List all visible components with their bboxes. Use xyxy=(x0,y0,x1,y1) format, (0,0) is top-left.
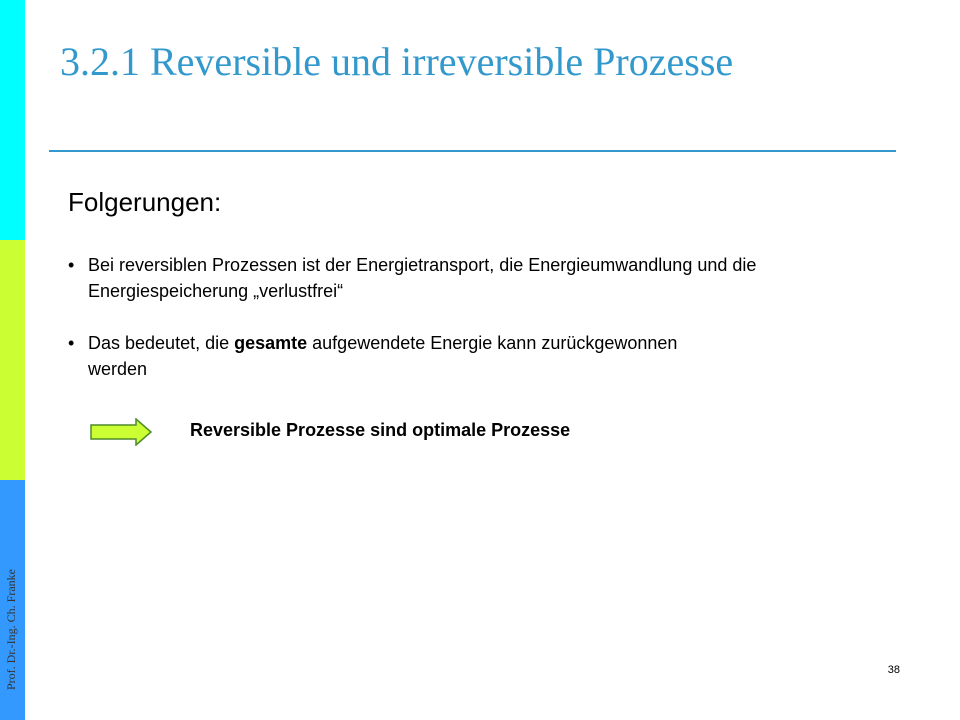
slide-title: 3.2.1 Reversible und irreversible Prozesse xyxy=(60,39,734,84)
title-divider xyxy=(49,150,896,152)
author-credit: Prof. Dr.-Ing. Ch. Franke xyxy=(4,569,18,690)
bullet-text-start: Das bedeutet, die xyxy=(88,333,235,353)
bullet-item xyxy=(68,252,898,304)
bullet-item xyxy=(68,330,708,382)
page-number: 38 xyxy=(887,664,900,676)
right-arrow-icon xyxy=(90,418,152,446)
bullet-text xyxy=(88,330,708,382)
sidebar-stripe-cyan xyxy=(0,0,25,240)
bullet-text-end: aufgewendete Energie kann zurückgewonnen werden xyxy=(88,333,678,379)
sidebar-stripe-green xyxy=(0,240,25,480)
bullet-text: Bei reversiblen Prozessen ist der Energietransport, die Energieumwandlung und die Energiespeicherung „verlustfrei“ xyxy=(88,255,757,301)
bullet-dot: • xyxy=(68,255,75,275)
bullet-dot: • xyxy=(68,333,75,353)
subheading: Folgerungen: xyxy=(68,187,222,217)
bullet-emphasis: gesamte xyxy=(234,333,308,353)
conclusion-text: Reversible Prozesse sind optimale Prozesse xyxy=(190,420,571,440)
